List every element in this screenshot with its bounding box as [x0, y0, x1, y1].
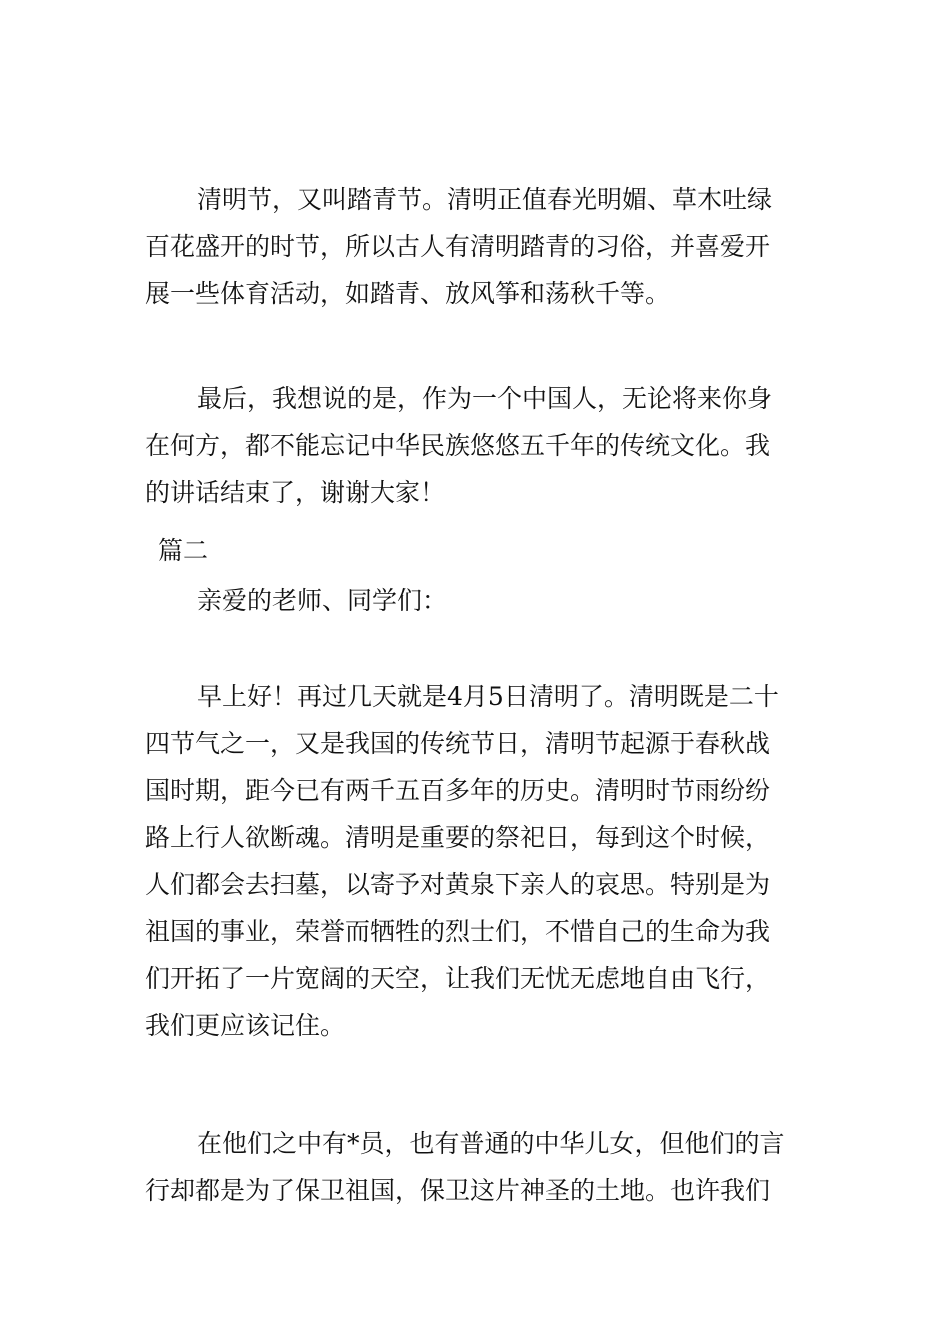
paragraph-speech-body: [145, 673, 815, 1049]
paragraph-martyrs: [145, 1120, 815, 1214]
section-heading: 篇二: [158, 536, 209, 565]
text-line: 在他们之中有*员，也有普通的中华儿女，但他们的言: [197, 1129, 785, 1158]
text-line: 最后，我想说的是，作为一个中国人，无论将来你身: [197, 384, 773, 413]
text-line: 百花盛开的时节，所以古人有清明踏青的习俗，并喜爱开: [145, 232, 771, 261]
paragraph-greeting: [145, 577, 815, 624]
text-line: 展一些体育活动，如踏青、放风筝和荡秋千等。: [145, 279, 671, 308]
text-line: 们开拓了一片宽阔的天空，让我们无忧无虑地自由飞行，: [145, 964, 771, 993]
text-line: 路上行人欲断魂。清明是重要的祭祀日，每到这个时候，: [145, 823, 771, 852]
text-line: 亲爱的老师、同学们：: [197, 586, 448, 615]
paragraph-closing: [145, 375, 815, 516]
text-line: 四节气之一，又是我国的传统节日，清明节起源于春秋战: [145, 729, 771, 758]
text-line: 行却都是为了保卫祖国，保卫这片神圣的土地。也许我们: [145, 1176, 771, 1205]
text-line: 在何方，都不能忘记中华民族悠悠五千年的传统文化。我: [145, 431, 771, 460]
text-line: 的讲话结束了，谢谢大家！: [145, 478, 446, 507]
text-line: 人们都会去扫墓，以寄予对黄泉下亲人的哀思。特别是为: [145, 870, 771, 899]
text-line: 我们更应该记住。: [145, 1011, 346, 1040]
paragraph-qingming-intro: [145, 176, 815, 317]
text-line: 祖国的事业，荣誉而牺牲的烈士们，不惜自己的生命为我: [145, 917, 771, 946]
text-line: 国时期，距今已有两千五百多年的历史。清明时节雨纷纷: [145, 776, 771, 805]
text-line: 清明节，又叫踏青节。清明正值春光明媚、草木吐绿: [197, 185, 773, 214]
text-line: 早上好！再过几天就是4月5日清明了。清明既是二十: [197, 682, 779, 711]
